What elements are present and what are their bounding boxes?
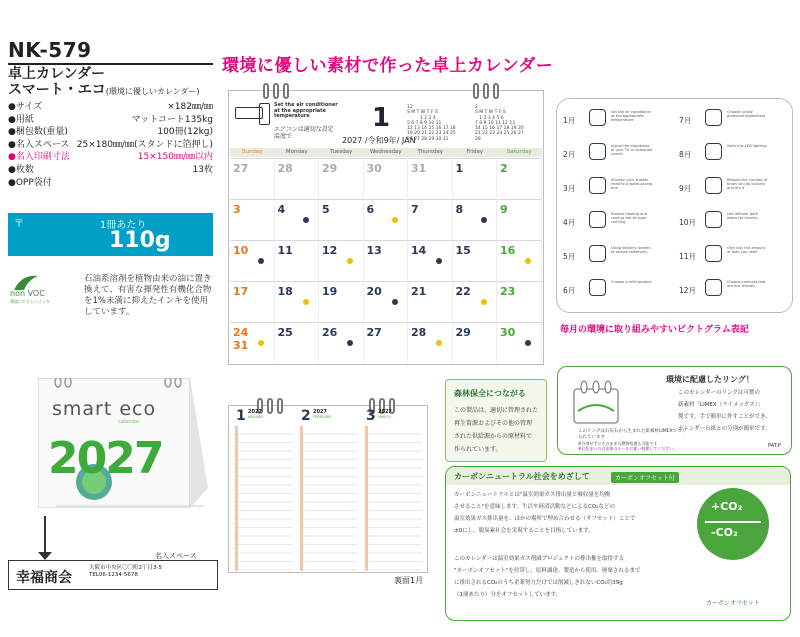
pictogram-month: 4月 [563,218,576,227]
svg-text:環境にやさしいインキ: 環境にやさしいインキ [10,299,50,304]
day-number: 19 [322,285,338,298]
pictogram-text: Adjust the brightness of your TV or computer screen [611,144,653,157]
calendar-wordmark: calendar [118,419,140,425]
moon-phase-icon [347,258,353,264]
day-cell [275,199,320,240]
pictogram-text: Set the air conditioner at the appropriate temperature [611,110,652,123]
calendar-grid [230,148,542,363]
day-cell [497,281,542,322]
month-number: 1 [372,103,391,133]
pictogram-icon [705,279,722,296]
day-number: 23 [500,285,516,298]
back-month-sub: MARCH [378,415,391,419]
back-month-yr: 2027 [378,409,392,415]
back-label: 裏面1月 [394,576,424,585]
day-cell [230,158,275,199]
day-cell [364,240,409,281]
day-cell [453,240,498,281]
day-cell [319,158,364,199]
ring-text: このカレンダーのリングは可燃の 新素材「LIMEX（ライメックス）」 製です。手で簡単に外すことができ、 カレンダー台紙との分別が簡単です。 [678,390,771,432]
day-cell [275,281,320,322]
pictogram-icon [705,245,722,262]
back-month-yr: 2027 [248,409,262,415]
weekday-header: Sunday [230,148,275,157]
moon-phase-icon [436,340,442,346]
day-number: 3 [233,203,241,216]
day-cell [319,199,364,240]
pictogram-icon [589,245,606,262]
pictogram-text: Reduce heating and cooling use through clothing [611,212,647,225]
back-month-column [232,406,295,572]
day-cell [275,240,320,281]
day-cell [408,240,453,281]
ring-box [557,366,792,455]
day-cell [230,322,275,363]
back-month-grid [300,426,357,571]
day-number: 21 [411,285,427,298]
pictogram-icon [589,211,606,228]
product-title: 卓上カレンダー [8,66,106,82]
pictogram-caption-jp: エアコンは適切な設定温度で [274,126,334,140]
pictogram-icon [705,109,722,126]
co2-minus: -CO₂ [711,526,738,539]
day-number: 31 [411,162,427,175]
moon-phase-icon [258,258,264,264]
day-cell [319,281,364,322]
back-month-sub: FEBRUARY [313,415,332,419]
pictogram-month: 12月 [679,286,697,295]
back-month-grid [365,426,422,571]
ring-icon [566,375,626,427]
back-month-grid [235,426,292,571]
day-cell [364,199,409,240]
pictogram-month: 3月 [563,184,576,193]
spec-item: ●用紙 マットコート135kg [8,114,213,125]
day-number: 29 [455,326,471,339]
company-name: 幸福商会 [16,570,72,586]
co2-caption: カーボンオフセット [706,600,760,607]
svg-text:non VOC: non VOC [10,289,45,298]
pictogram-text: Choose products that are eco-friendly [727,280,766,289]
pictogram-month: 10月 [679,218,697,227]
day-number: 2 [500,162,508,175]
name-space-box [8,560,218,590]
day-number: 11 [277,244,293,257]
spec-list [8,101,213,189]
carbon-title: カーボンニュートラル社会をめざして [454,472,590,481]
day-number: 17 [233,285,249,298]
pictogram-text: Choose a refill product [611,280,652,284]
smart-eco-logo: smart eco [52,398,157,420]
spec-item: ●OPP袋付 [8,177,52,188]
day-number: 9 [500,203,508,216]
day-cell [275,322,320,363]
day-cell [364,158,409,199]
pictogram-month: 2月 [563,150,576,159]
pictogram-text: Shorten your shower head to a water-saving one [611,178,653,191]
spec-block [8,38,213,189]
back-month-mn: 1 [236,408,246,424]
nonvoc-logo-icon [8,270,72,305]
pictogram-text: Only buy the amount of food you need [727,246,766,255]
pictogram-month: 7月 [679,116,692,125]
moon-phase-icon [436,258,442,264]
offset-badge: カーボンオフセット付 [611,472,679,483]
back-month-column [297,406,360,572]
moon-phase-icon [258,340,264,346]
product-code: NK-579 [8,38,92,62]
calendar-header [229,91,543,145]
moon-phase-icon [392,217,398,223]
nonvoc-text: 石油系溶剤を植物由来の油に置き換えて、有害な揮発性有機化合物を1%未満に抑えたインキを使用しています。 [84,274,212,317]
day-cell [408,281,453,322]
day-number: 14 [411,244,427,257]
day-cell [497,199,542,240]
pictogram-text: Use leftover bath water for laundry [727,212,759,221]
day-cell [453,281,498,322]
weekday-header: Wednesday [364,148,409,157]
patent-mark: PAT.P [768,443,781,449]
moon-phase-icon [525,340,531,346]
day-number: 16 [500,244,516,257]
divider [8,63,213,65]
pictogram-month: 8月 [679,150,692,159]
main-calendar [228,90,544,365]
moon-phase-icon [481,299,487,305]
nonvoc-block [8,270,213,317]
pictogram-icon [589,279,606,296]
weight-label: 1冊あたり [100,220,147,231]
day-number: 26 [322,326,338,339]
moon-phase-icon [481,217,487,223]
day-cell [230,240,275,281]
carbon-text: カーボンニュートラルとは"温室効果ガス排出量と吸収量を均衡 させること"を意味します。生活や経済活動などによるCO₂などの 温室効果ガス排出量を、ほかの場所で埋め合わせる（オフセット）ことで ±0にし、脱炭素社会を実現することを目指しています。 [454,492,636,534]
mini-calendar-next: 2 S M T W T F S 1 2 3 4 5 6 7 8 9 10 11 12 13 14 15 16 17 18 19 20 21 22 23 24 25 26 27 28 [475,105,524,142]
spec-item: ●サイズ ×182㎜/㎜ [8,102,213,112]
back-month-yr: 2027 [313,409,327,415]
spec-item: ●梱包数(重量) 100冊(12kg) [8,127,213,138]
pictogram-panel [556,98,793,313]
day-number: 10 [233,244,249,257]
day-cell [319,322,364,363]
co2-plus: +CO₂ [711,500,743,513]
pictogram-text: Reduce the number of times you do laundry and dry it [727,178,768,191]
spec-item: ●名入印刷寸法 15×150㎜/㎜以内 [8,152,213,163]
day-number: 20 [366,285,382,298]
day-number: 28 [277,162,293,175]
day-number: 8 [455,203,464,216]
pictogram-icon [589,109,606,126]
weekday-header: Friday [453,148,498,157]
ring-title: 環境に配慮したリング！ [666,375,754,384]
pictogram-icon [705,143,722,160]
weekday-header: Thursday [408,148,453,157]
day-number: 15 [455,244,471,257]
spec-item: ●名入スペース 25×180㎜/㎜(スタンドに箔押し) [8,139,213,150]
company-address: 大阪市中央区〇〇町2丁目3-5 TEL06-1234-5678 [89,565,162,578]
weekday-header: Saturday [497,148,542,157]
pictogram-caption-en: Set the air conditioner at the appropriate temperature [274,102,338,119]
back-calendar [228,405,428,573]
day-number: 29 [322,162,338,175]
day-number: 27 [233,162,249,175]
pictogram-month: 11月 [679,252,697,261]
back-month-sub: JANUARY [248,415,264,419]
pictogram-text: Using delivery lockers to reduce redelivery [611,246,651,255]
day-number: 24 31 [233,326,249,352]
arrow-down-icon [38,552,52,560]
pictogram-caption: 毎月の環境に取り組みやすいピクトグラム表記 [560,325,749,335]
arrow-line [44,516,46,556]
postal-icon: 〒 [14,219,24,230]
day-cell [453,199,498,240]
day-number: 12 [322,244,338,257]
day-number: 22 [455,285,471,298]
forest-title: 森林保全につながる [454,389,526,398]
co2-divider [705,521,761,523]
moon-phase-icon [347,340,353,346]
product-photo [8,378,218,516]
day-number: 5 [322,203,330,216]
pictogram-month: 5月 [563,252,576,261]
co2-icon [697,488,769,560]
day-cell [453,322,498,363]
pictogram-icon [589,177,606,194]
day-number: 27 [366,326,382,339]
forest-text: この製品は、適切に管理された 再生資源およびその他の管理 された供給源からの原材料で 作られています。 [454,407,539,453]
day-cell [364,322,409,363]
day-number: 1 [455,162,464,175]
month-subtitle: 2027 /令和9年/ JAN [342,136,416,145]
moon-phase-icon [303,217,309,223]
day-number: 4 [277,203,286,216]
back-month-mn: 2 [301,408,311,424]
day-cell [364,281,409,322]
remote-icon [259,103,270,125]
day-cell [497,322,542,363]
pictogram-icon [705,177,722,194]
pictogram-month: 1月 [563,116,576,125]
mini-calendar-prev: 12 S M T W T F S 1 2 3 4 5 6 7 8 9 10 11 12 13 14 15 16 17 18 19 20 21 22 23 24 25 26 27 28 29 30 31 [407,105,456,142]
day-number: 6 [366,203,375,216]
day-cell [319,240,364,281]
weekday-header: Monday [275,148,320,157]
weekday-header: Tuesday [319,148,364,157]
product-name: スマート・エコ(環境に優しいカレンダー) [8,82,200,98]
spec-item: ●枚数 13枚 [8,164,213,175]
day-cell [497,240,542,281]
back-month-column [362,406,425,572]
day-cell [230,199,275,240]
ring-note: このリングは石灰石から生まれた新素材LIMEXでつくられています [578,429,687,440]
pictogram-text: Choose locally produced ingredients [727,110,766,119]
pictogram-month: 6月 [563,286,576,295]
day-cell [408,322,453,363]
moon-phase-icon [392,299,398,305]
pictogram-icon [705,211,722,228]
moon-phase-icon [303,299,309,305]
day-number: 13 [366,244,382,257]
forest-box [445,379,547,462]
pictogram-month: 9月 [679,184,692,193]
headline: 環境に優しい素材で作った卓上カレンダー [222,56,554,76]
day-number: 30 [366,162,382,175]
day-cell [408,199,453,240]
photo-year: 2027 [48,433,163,484]
day-cell [408,158,453,199]
day-number: 18 [277,285,293,298]
pictogram-icon [589,143,606,160]
name-space-label: 名入スペース [155,552,197,560]
ring-disclaimer: ※分別せずにそのまま可燃物処理も可能です ※お住まいの自治体のルールに従い処理してください。 [578,441,678,451]
day-cell [497,158,542,199]
pictogram-text: Switch to LED lighting [727,144,767,148]
day-number: 25 [277,326,293,339]
day-cell [453,158,498,199]
day-cell [230,281,275,322]
moon-phase-icon [525,258,531,264]
day-number: 30 [500,326,516,339]
weight-box [8,213,213,256]
carbon-text-2: このカレンダーは温室効果ガス削減プロジェクトの排出権を取得する "カーボンオフセット"を付帯し、原料調達、製造から使用、廃棄されるまで に排出されるCO₂のうち企業努力だけでは削減しきれないCO₂約39g （1冊あたり）分をオフセットしています。 [454,556,641,598]
day-cell [275,158,320,199]
day-number: 7 [411,203,419,216]
day-number: 28 [411,326,427,339]
back-month-mn: 3 [366,408,376,424]
weight-value: 110g [109,228,171,253]
